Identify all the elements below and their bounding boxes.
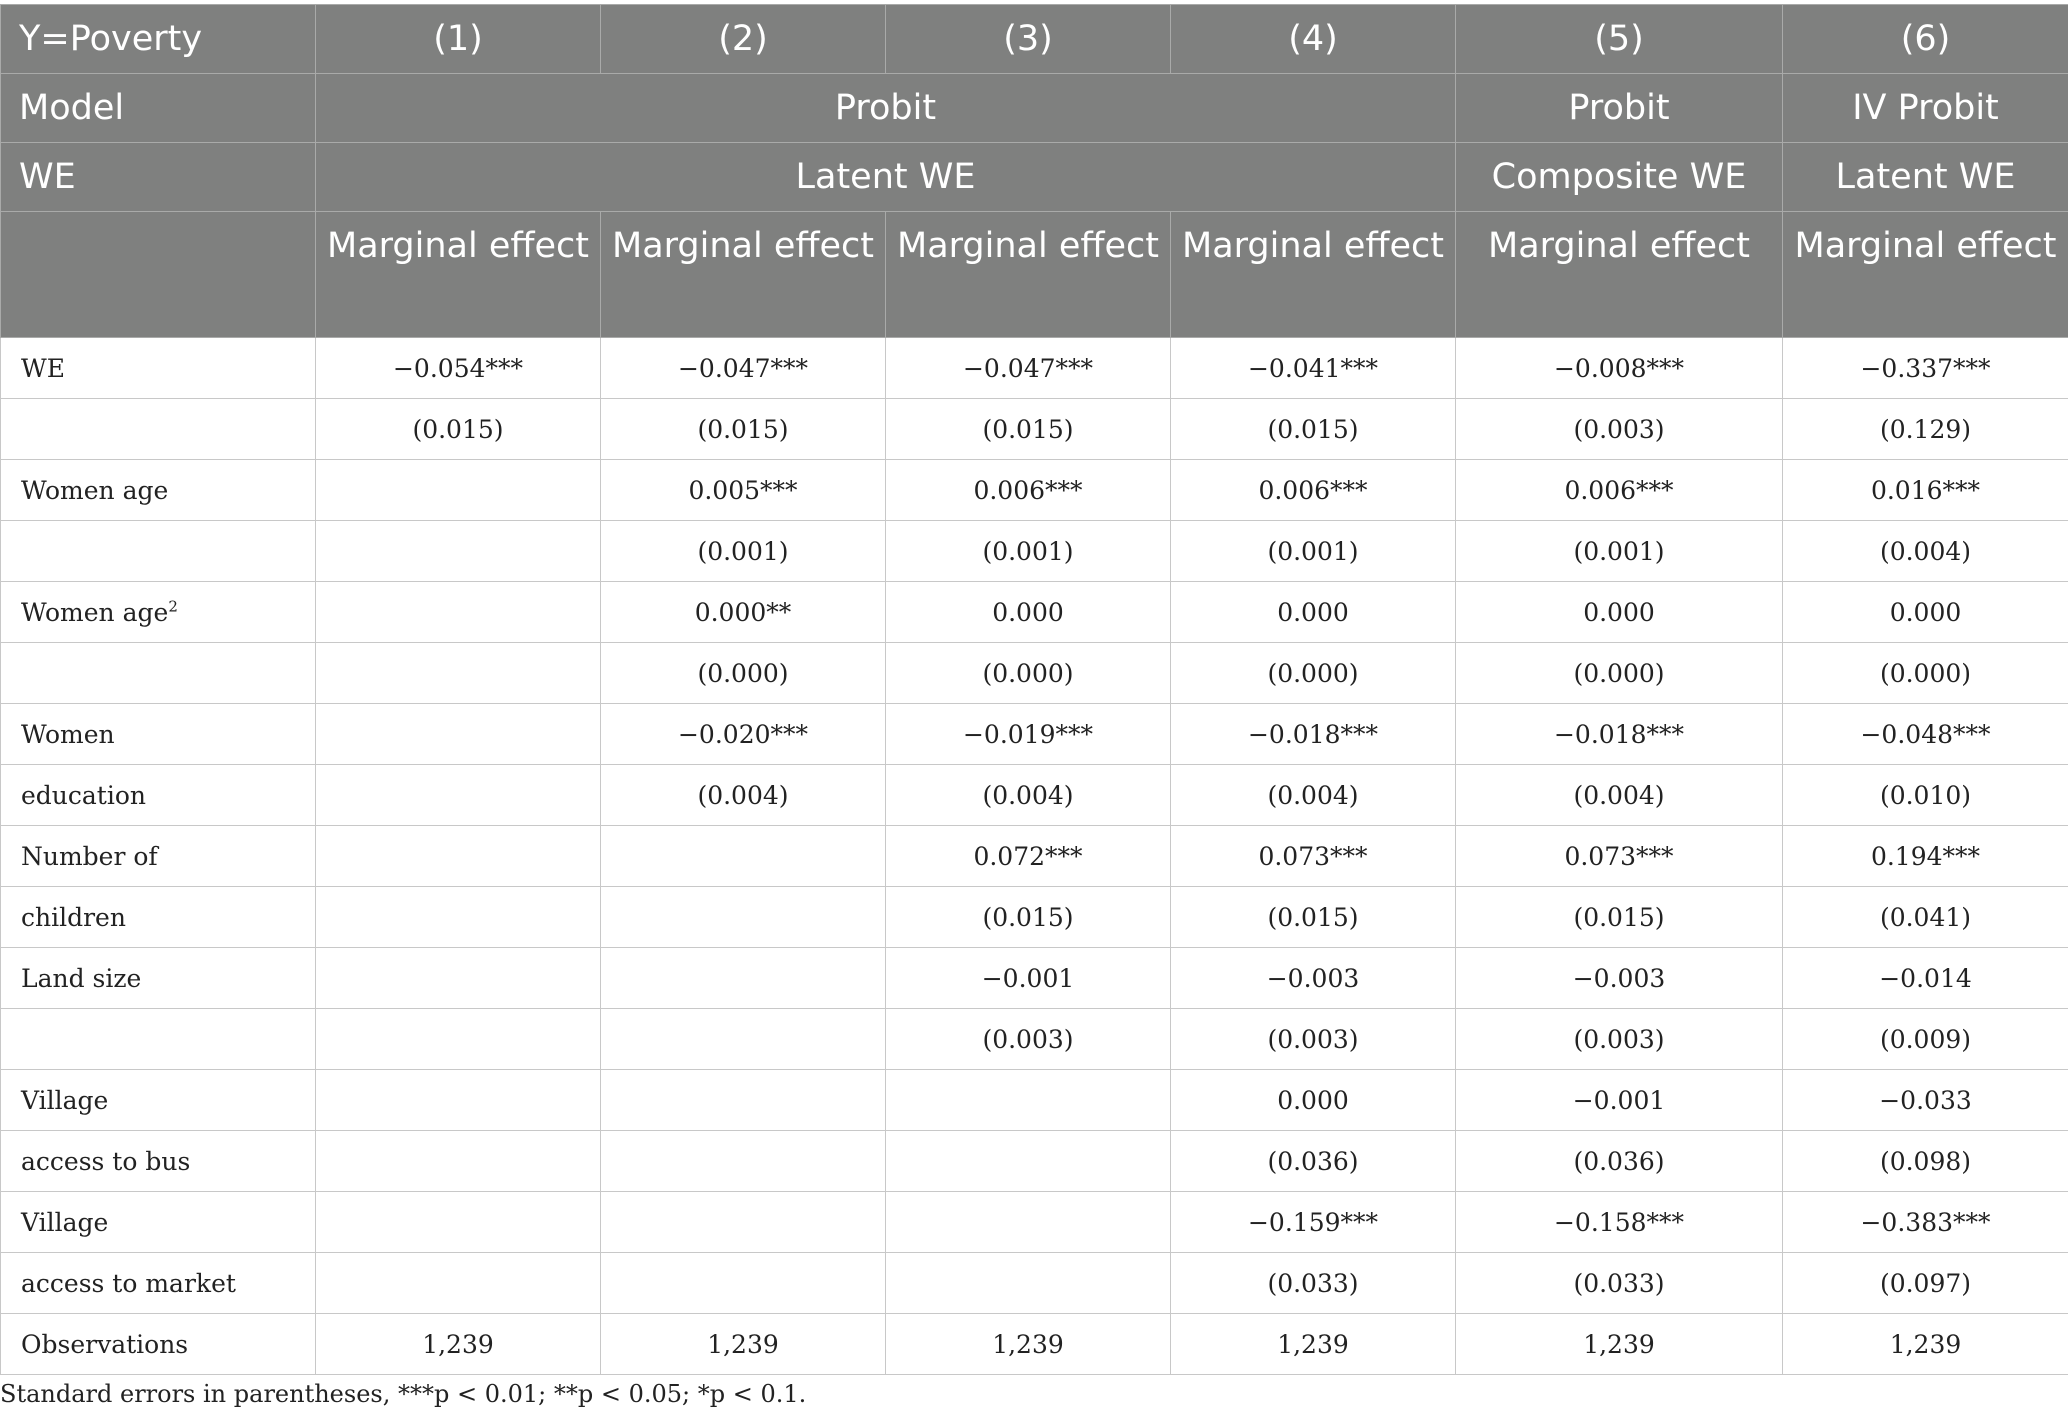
row-label — [1, 948, 316, 1009]
row-label-text: education — [21, 780, 146, 810]
cell-value: (0.004) — [1879, 536, 1972, 566]
table-cell — [601, 887, 886, 948]
results-table — [0, 4, 2068, 1375]
cell-value: (0.000) — [1879, 658, 1972, 688]
table-cell — [1171, 1192, 1456, 1253]
cell-value: (0.015) — [697, 414, 789, 444]
cell-value: (0.004) — [982, 780, 1074, 810]
table-cell — [601, 582, 886, 643]
table-cell — [1456, 1131, 1783, 1192]
table-cell — [1456, 826, 1783, 887]
table-cell — [1171, 1070, 1456, 1131]
table-row — [1, 826, 2068, 887]
cell-value: 0.006*** — [1564, 475, 1674, 505]
cell-value: 0.016*** — [1870, 475, 1981, 505]
table-cell — [316, 338, 601, 399]
table-cell — [886, 1253, 1171, 1314]
cell-value: (0.004) — [1573, 780, 1665, 810]
table-cell — [316, 765, 601, 826]
table-cell — [1783, 1314, 2068, 1375]
results-table-container — [0, 4, 2068, 1375]
cell-value: (0.000) — [697, 658, 789, 688]
cell-value: (0.003) — [1267, 1024, 1359, 1054]
cell-value: 1,239 — [707, 1329, 779, 1359]
cell-value: −0.001 — [1572, 1085, 1666, 1115]
header-col-2: (2) — [601, 5, 886, 74]
table-cell — [886, 1192, 1171, 1253]
table-cell — [601, 521, 886, 582]
table-cell — [1171, 338, 1456, 399]
table-cell — [1456, 765, 1783, 826]
cell-value: 0.000 — [1583, 597, 1655, 627]
row-label-text: Village — [21, 1085, 109, 1115]
table-cell — [886, 582, 1171, 643]
table-cell — [601, 1009, 886, 1070]
table-cell — [1783, 399, 2068, 460]
cell-value: (0.098) — [1879, 1146, 1972, 1176]
row-label — [1, 460, 316, 521]
cell-value: −0.158*** — [1553, 1207, 1685, 1237]
cell-value: (0.015) — [982, 414, 1074, 444]
table-cell — [1456, 338, 1783, 399]
header-effect-col-1: Marginal effect — [316, 212, 601, 338]
table-cell — [1783, 948, 2068, 1009]
row-label — [1, 643, 316, 704]
cell-value: 0.005*** — [688, 475, 798, 505]
table-cell — [1456, 887, 1783, 948]
table-cell — [886, 1131, 1171, 1192]
table-cell — [886, 643, 1171, 704]
table-cell — [601, 1192, 886, 1253]
table-footnote: Standard errors in parentheses, ***p < 0.01; **p < 0.05; *p < 0.1. — [0, 1380, 807, 1408]
table-cell — [886, 1314, 1171, 1375]
row-label — [1, 1131, 316, 1192]
cell-value: (0.015) — [1267, 902, 1359, 932]
table-cell — [1171, 582, 1456, 643]
table-cell — [1171, 1253, 1456, 1314]
row-label-text: access to market — [21, 1268, 236, 1298]
table-cell — [886, 521, 1171, 582]
table-cell — [1171, 1314, 1456, 1375]
row-label — [1, 1009, 316, 1070]
cell-value: (0.033) — [1573, 1268, 1665, 1298]
superscript-squared: 2 — [168, 597, 178, 616]
cell-value: (0.003) — [982, 1024, 1074, 1054]
row-label — [1, 399, 316, 460]
cell-value: (0.015) — [982, 902, 1074, 932]
table-cell — [316, 1253, 601, 1314]
cell-value: −0.048*** — [1860, 719, 1991, 749]
row-label — [1, 1253, 316, 1314]
table-cell — [1171, 521, 1456, 582]
cell-value: 0.194*** — [1870, 841, 1981, 871]
table-row — [1, 582, 2068, 643]
table-row — [1, 1070, 2068, 1131]
table-cell — [886, 460, 1171, 521]
table-cell — [1783, 460, 2068, 521]
cell-value: (0.000) — [982, 658, 1074, 688]
cell-value: (0.000) — [1573, 658, 1665, 688]
table-cell — [1171, 1009, 1456, 1070]
table-cell — [1783, 826, 2068, 887]
table-cell — [316, 399, 601, 460]
table-header — [1, 5, 2068, 338]
table-cell — [316, 1070, 601, 1131]
header-model-probit-5: Probit — [1456, 74, 1783, 143]
table-cell — [1456, 521, 1783, 582]
table-cell — [1456, 1009, 1783, 1070]
table-cell — [886, 1009, 1171, 1070]
header-model-label: Model — [1, 74, 316, 143]
table-row — [1, 338, 2068, 399]
table-cell — [316, 1009, 601, 1070]
row-label — [1, 1192, 316, 1253]
table-row — [1, 1253, 2068, 1314]
cell-value: −0.047*** — [962, 353, 1094, 383]
header-we-latent-6: Latent WE — [1783, 143, 2068, 212]
table-cell — [1171, 826, 1456, 887]
table-body — [1, 338, 2068, 1375]
table-cell — [316, 643, 601, 704]
table-cell — [601, 948, 886, 1009]
table-row — [1, 704, 2068, 765]
cell-value: −0.041*** — [1247, 353, 1379, 383]
header-we-composite-5: Composite WE — [1456, 143, 1783, 212]
cell-value: 1,239 — [1277, 1329, 1349, 1359]
row-label — [1, 1070, 316, 1131]
header-we-latent-1-4: Latent WE — [316, 143, 1456, 212]
cell-value: 0.000 — [1277, 1085, 1349, 1115]
header-effect-col-4: Marginal effect — [1171, 212, 1456, 338]
header-effect-col-5: Marginal effect — [1456, 212, 1783, 338]
table-cell — [1783, 643, 2068, 704]
table-row — [1, 765, 2068, 826]
table-row — [1, 948, 2068, 1009]
cell-value: (0.129) — [1879, 414, 1972, 444]
table-cell — [1171, 460, 1456, 521]
row-label-text: Number of — [21, 841, 158, 871]
table-cell — [316, 826, 601, 887]
table-cell — [601, 765, 886, 826]
cell-value: (0.033) — [1267, 1268, 1359, 1298]
row-label — [1, 1314, 316, 1375]
row-label — [1, 582, 316, 643]
cell-value: 0.073*** — [1564, 841, 1674, 871]
header-row-we — [1, 143, 2068, 212]
header-model-ivprobit-6: IV Probit — [1783, 74, 2068, 143]
table-cell — [316, 521, 601, 582]
cell-value: −0.054*** — [392, 353, 524, 383]
table-cell — [1783, 887, 2068, 948]
table-cell — [1171, 704, 1456, 765]
table-cell — [886, 826, 1171, 887]
table-row — [1, 1131, 2068, 1192]
cell-value: (0.003) — [1573, 1024, 1665, 1054]
cell-value: 1,239 — [1583, 1329, 1655, 1359]
cell-value: 0.072*** — [973, 841, 1083, 871]
table-cell — [1783, 704, 2068, 765]
table-cell — [601, 1314, 886, 1375]
table-cell — [316, 704, 601, 765]
cell-value: (0.097) — [1879, 1268, 1972, 1298]
row-label — [1, 765, 316, 826]
row-label-text: Women age — [21, 597, 169, 627]
cell-value: −0.383*** — [1860, 1207, 1991, 1237]
header-model-probit-1-4: Probit — [316, 74, 1456, 143]
cell-value: −0.047*** — [677, 353, 809, 383]
table-cell — [1171, 399, 1456, 460]
cell-value: 0.000 — [1277, 597, 1349, 627]
cell-value: (0.004) — [697, 780, 789, 810]
table-cell — [886, 338, 1171, 399]
table-cell — [886, 948, 1171, 1009]
cell-value: 0.000 — [992, 597, 1064, 627]
cell-value: (0.000) — [1267, 658, 1359, 688]
cell-value: (0.001) — [697, 536, 789, 566]
table-row — [1, 460, 2068, 521]
cell-value: −0.019*** — [962, 719, 1094, 749]
cell-value: (0.036) — [1573, 1146, 1665, 1176]
table-cell — [1456, 1314, 1783, 1375]
row-label-text: WE — [21, 353, 65, 383]
cell-value: −0.014 — [1879, 963, 1972, 993]
header-col-1: (1) — [316, 5, 601, 74]
header-effect-col-2: Marginal effect — [601, 212, 886, 338]
cell-value: (0.004) — [1267, 780, 1359, 810]
table-cell — [601, 1253, 886, 1314]
table-row — [1, 1314, 2068, 1375]
table-cell — [1783, 1131, 2068, 1192]
row-label — [1, 887, 316, 948]
cell-value: (0.036) — [1267, 1146, 1359, 1176]
table-cell — [1171, 887, 1456, 948]
cell-value: (0.009) — [1879, 1024, 1972, 1054]
table-cell — [1171, 643, 1456, 704]
header-row-effect — [1, 212, 2068, 338]
cell-value: (0.001) — [982, 536, 1074, 566]
header-col-6: (6) — [1783, 5, 2068, 74]
cell-value: −0.003 — [1266, 963, 1360, 993]
cell-value: −0.018*** — [1553, 719, 1685, 749]
cell-value: −0.159*** — [1247, 1207, 1379, 1237]
row-label-text: Women age — [21, 475, 169, 505]
table-cell — [1456, 1253, 1783, 1314]
table-cell — [1783, 521, 2068, 582]
cell-value: (0.015) — [412, 414, 504, 444]
cell-value: −0.008*** — [1553, 353, 1685, 383]
row-label — [1, 704, 316, 765]
table-cell — [316, 460, 601, 521]
table-cell — [1783, 1253, 2068, 1314]
row-label-text: Land size — [21, 963, 142, 993]
table-cell — [601, 1070, 886, 1131]
header-effect-blank — [1, 212, 316, 338]
table-row — [1, 643, 2068, 704]
table-row — [1, 1192, 2068, 1253]
row-label-text: children — [21, 902, 126, 932]
table-cell — [1456, 1070, 1783, 1131]
row-label — [1, 338, 316, 399]
header-col-5: (5) — [1456, 5, 1783, 74]
table-cell — [601, 704, 886, 765]
table-cell — [1783, 1192, 2068, 1253]
table-cell — [886, 887, 1171, 948]
table-cell — [316, 1131, 601, 1192]
table-cell — [316, 948, 601, 1009]
header-row-columns — [1, 5, 2068, 74]
cell-value: 1,239 — [1889, 1329, 1962, 1359]
table-cell — [601, 1131, 886, 1192]
row-label-text: Observations — [21, 1329, 189, 1359]
table-cell — [601, 826, 886, 887]
table-cell — [1783, 582, 2068, 643]
cell-value: −0.020*** — [677, 719, 809, 749]
cell-value: 0.006*** — [1258, 475, 1368, 505]
table-cell — [316, 887, 601, 948]
row-label-text: Village — [21, 1207, 109, 1237]
table-cell — [1171, 765, 1456, 826]
table-cell — [1783, 765, 2068, 826]
cell-value: −0.001 — [981, 963, 1075, 993]
table-cell — [601, 460, 886, 521]
table-row — [1, 521, 2068, 582]
table-row — [1, 887, 2068, 948]
row-label — [1, 826, 316, 887]
table-cell — [886, 765, 1171, 826]
cell-value: 0.006*** — [973, 475, 1083, 505]
header-dependent-variable: Y=Poverty — [1, 5, 316, 74]
table-cell — [1456, 948, 1783, 1009]
cell-value: 0.000** — [694, 597, 792, 627]
table-cell — [601, 399, 886, 460]
table-cell — [1456, 643, 1783, 704]
cell-value: (0.001) — [1267, 536, 1359, 566]
table-cell — [1783, 1009, 2068, 1070]
row-label-text: Women — [21, 719, 115, 749]
cell-value: (0.003) — [1573, 414, 1665, 444]
header-we-label: WE — [1, 143, 316, 212]
table-row — [1, 399, 2068, 460]
cell-value: −0.033 — [1879, 1085, 1972, 1115]
table-cell — [316, 1314, 601, 1375]
table-cell — [1456, 582, 1783, 643]
header-col-3: (3) — [886, 5, 1171, 74]
table-cell — [1456, 1192, 1783, 1253]
header-effect-col-6: Marginal effect — [1783, 212, 2068, 338]
table-cell — [601, 338, 886, 399]
table-cell — [316, 582, 601, 643]
table-cell — [1456, 704, 1783, 765]
cell-value: (0.001) — [1573, 536, 1665, 566]
table-cell — [1171, 948, 1456, 1009]
cell-value: 0.073*** — [1258, 841, 1368, 871]
cell-value: 1,239 — [422, 1329, 494, 1359]
table-cell — [1171, 1131, 1456, 1192]
table-cell — [316, 1192, 601, 1253]
header-col-4: (4) — [1171, 5, 1456, 74]
table-row — [1, 1009, 2068, 1070]
cell-value: −0.003 — [1572, 963, 1666, 993]
cell-value: −0.018*** — [1247, 719, 1379, 749]
cell-value: (0.015) — [1267, 414, 1359, 444]
row-label — [1, 521, 316, 582]
row-label-text: access to bus — [21, 1146, 191, 1176]
cell-value: −0.337*** — [1860, 353, 1991, 383]
table-cell — [601, 643, 886, 704]
cell-value: (0.041) — [1879, 902, 1972, 932]
table-cell — [886, 704, 1171, 765]
cell-value: 1,239 — [992, 1329, 1064, 1359]
cell-value: (0.010) — [1879, 780, 1972, 810]
table-cell — [1783, 1070, 2068, 1131]
header-row-model — [1, 74, 2068, 143]
table-cell — [1456, 460, 1783, 521]
table-cell — [886, 1070, 1171, 1131]
table-cell — [1783, 338, 2068, 399]
header-effect-col-3: Marginal effect — [886, 212, 1171, 338]
cell-value: (0.015) — [1573, 902, 1665, 932]
cell-value: 0.000 — [1889, 597, 1962, 627]
table-cell — [886, 399, 1171, 460]
table-cell — [1456, 399, 1783, 460]
